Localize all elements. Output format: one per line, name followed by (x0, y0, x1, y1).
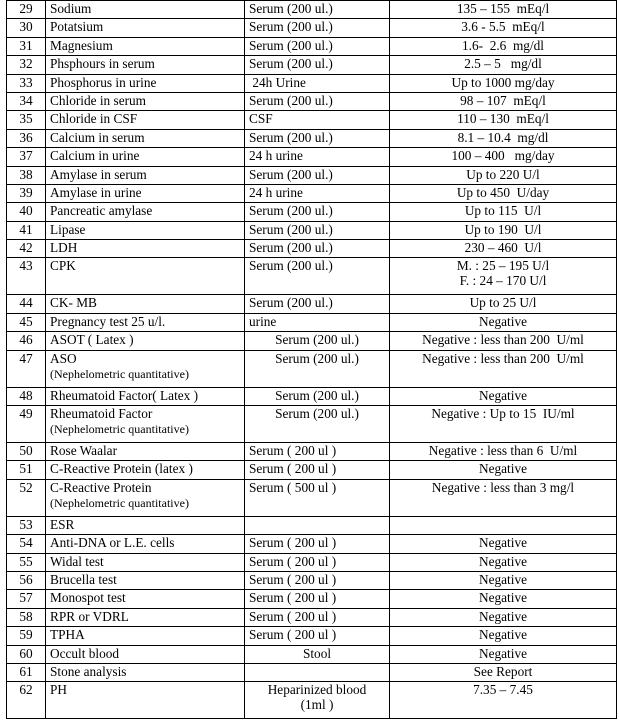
specimen-cell (245, 221, 390, 239)
table-row (7, 1, 617, 19)
specimen-cell (245, 203, 390, 221)
test-name-cell (46, 313, 245, 331)
test-name-cell (46, 479, 245, 516)
normal-range-cell (390, 461, 617, 479)
test-name: PH (50, 682, 67, 698)
specimen: Serum ( 200 ul ) (249, 535, 337, 551)
row-number: 54 (7, 535, 46, 553)
specimen-cell (245, 608, 390, 626)
table-row (7, 203, 617, 221)
test-name-cell (46, 387, 245, 405)
specimen-cell (245, 663, 390, 681)
specimen: Serum (200 ul.) (249, 221, 333, 237)
normal-range-female: F. : 24 – 170 U/l (459, 273, 547, 289)
specimen: Serum ( 200 ul ) (249, 461, 337, 477)
specimen-cell (245, 37, 390, 55)
test-name: Sodium (50, 1, 92, 16)
table-row (7, 387, 617, 405)
row-number: 60 (7, 645, 46, 663)
specimen-cell (245, 313, 390, 331)
row-number: 35 (7, 111, 46, 129)
normal-range: Up to 1000 mg/day (451, 74, 555, 90)
row-number: 51 (7, 461, 46, 479)
specimen: 24 h urine (249, 184, 303, 200)
test-name: Phosphorus in urine (50, 74, 157, 90)
specimen: Serum (200 ul.) (249, 129, 333, 145)
test-name-cell (46, 37, 245, 55)
row-number: 32 (7, 56, 46, 74)
table-row (7, 571, 617, 589)
normal-range-cell (390, 479, 617, 516)
normal-range: Negative (479, 313, 527, 329)
test-name: Rheumatoid Factor (50, 406, 153, 422)
test-name-cell (46, 295, 245, 313)
normal-range: Negative : less than 3 mg/l (431, 479, 575, 495)
test-name: ASO (50, 350, 77, 366)
specimen: Serum ( 200 ul ) (249, 608, 337, 624)
specimen-cell (245, 129, 390, 147)
lab-reference-table (6, 0, 617, 719)
normal-range-cell (390, 184, 617, 202)
test-name: Rose Waalar (50, 443, 117, 459)
specimen-volume: (1ml ) (300, 697, 334, 713)
row-number: 44 (7, 295, 46, 313)
normal-range: 8.1 – 10.4 mg/dl (457, 129, 549, 145)
specimen-cell (245, 111, 390, 129)
test-name-cell (46, 129, 245, 147)
normal-range: 3.6 - 5.5 mEq/l (461, 19, 545, 35)
specimen-cell (245, 166, 390, 184)
table-row (7, 590, 617, 608)
specimen: Serum ( 500 ul ) (249, 479, 337, 495)
specimen-cell (245, 535, 390, 553)
test-name-cell (46, 553, 245, 571)
normal-range: Negative (479, 645, 527, 661)
row-number: 53 (7, 516, 46, 534)
table-row (7, 645, 617, 663)
test-name-cell (46, 148, 245, 166)
normal-range: Up to 220 U/l (466, 166, 540, 182)
normal-range: Negative : less than 200 U/ml (422, 332, 584, 348)
normal-range: 110 – 130 mEq/l (457, 111, 549, 127)
specimen: Serum (200 ul.) (249, 203, 333, 219)
test-name: TPHA (50, 627, 85, 643)
test-name-cell (46, 258, 245, 295)
row-number: 33 (7, 74, 46, 92)
normal-range-cell (390, 443, 617, 461)
test-name: Amylase in serum (50, 166, 147, 182)
row-number: 46 (7, 332, 46, 350)
specimen: CSF (249, 111, 273, 127)
specimen: Serum (200 ul.) (249, 240, 333, 256)
row-number: 41 (7, 221, 46, 239)
specimen-cell (245, 1, 390, 19)
row-number: 30 (7, 19, 46, 37)
specimen-cell (245, 553, 390, 571)
normal-range-cell (390, 92, 617, 110)
test-name-cell (46, 203, 245, 221)
normal-range: 230 – 460 U/l (464, 240, 542, 256)
specimen: Serum (200 ul.) (275, 387, 359, 403)
table-row (7, 682, 617, 719)
test-name: Occult blood (50, 645, 120, 661)
normal-range-cell (390, 406, 617, 443)
test-name: ESR (50, 516, 75, 532)
normal-range: 98 – 107 mEq/l (460, 92, 546, 108)
table-row (7, 663, 617, 681)
specimen: Heparinized blood (267, 682, 367, 698)
normal-range-cell (390, 221, 617, 239)
test-name-cell (46, 443, 245, 461)
table-row (7, 56, 617, 74)
test-name: Widal test (50, 553, 104, 569)
table-row (7, 221, 617, 239)
normal-range: See Report (473, 663, 533, 679)
normal-range: 7.35 – 7.45 (473, 682, 533, 698)
test-name-cell (46, 1, 245, 19)
specimen: Serum (200 ul.) (275, 350, 359, 366)
specimen-cell (245, 443, 390, 461)
specimen: Serum (200 ul.) (249, 92, 333, 108)
normal-range: Negative (479, 387, 527, 403)
specimen: Serum ( 200 ul ) (249, 443, 337, 459)
specimen: Serum (200 ul.) (249, 56, 333, 72)
test-name: CK- MB (50, 295, 97, 311)
test-name-cell (46, 240, 245, 258)
row-number: 42 (7, 240, 46, 258)
test-name: C-Reactive Protein (50, 479, 152, 495)
specimen-cell (245, 627, 390, 645)
test-name-cell (46, 166, 245, 184)
normal-range-cell (390, 516, 617, 534)
normal-range-cell (390, 129, 617, 147)
row-number: 43 (7, 258, 46, 295)
test-name: Calcium in urine (50, 148, 140, 164)
row-number: 57 (7, 590, 46, 608)
table-row (7, 74, 617, 92)
test-name-cell (46, 221, 245, 239)
specimen-cell (245, 74, 390, 92)
row-number: 45 (7, 313, 46, 331)
normal-range: Negative (479, 461, 527, 477)
table-row (7, 258, 617, 295)
row-number: 62 (7, 682, 46, 719)
specimen: Serum ( 200 ul ) (249, 590, 337, 606)
row-number: 61 (7, 663, 46, 681)
specimen-cell (245, 332, 390, 350)
table-row (7, 295, 617, 313)
normal-range-cell (390, 350, 617, 387)
specimen: Serum (200 ul.) (249, 166, 333, 182)
test-name: Pregnancy test 25 u/l. (50, 313, 166, 329)
specimen: Serum (200 ul.) (249, 37, 333, 53)
table-row (7, 350, 617, 387)
specimen: Serum (200 ul.) (249, 1, 333, 16)
table-row (7, 313, 617, 331)
table-row (7, 516, 617, 534)
specimen-cell (245, 240, 390, 258)
normal-range-cell (390, 1, 617, 19)
normal-range: Up to 25 U/l (469, 295, 537, 311)
normal-range-cell (390, 240, 617, 258)
table-row (7, 240, 617, 258)
table-row (7, 535, 617, 553)
test-name: Lipase (50, 221, 86, 237)
normal-range: Up to 450 U/day (456, 184, 550, 200)
table-row (7, 129, 617, 147)
normal-range: Negative : less than 200 U/ml (422, 350, 584, 366)
test-name: Anti-DNA or L.E. cells (50, 535, 175, 551)
specimen-cell (245, 258, 390, 295)
test-name: ASOT ( Latex ) (50, 332, 134, 348)
test-name: CPK (50, 258, 76, 274)
row-number: 39 (7, 184, 46, 202)
row-number: 36 (7, 129, 46, 147)
normal-range-cell (390, 295, 617, 313)
normal-range-cell (390, 258, 617, 295)
table-row (7, 332, 617, 350)
specimen-cell (245, 406, 390, 443)
test-name-cell (46, 461, 245, 479)
specimen: Serum (200 ul.) (275, 332, 359, 348)
test-name: Amylase in urine (50, 184, 142, 200)
row-number: 59 (7, 627, 46, 645)
test-name-cell (46, 350, 245, 387)
specimen: urine (249, 313, 277, 329)
table-body (7, 1, 617, 719)
normal-range: Up to 190 U/l (464, 221, 542, 237)
test-name-cell (46, 74, 245, 92)
specimen-cell (245, 479, 390, 516)
specimen-cell (245, 19, 390, 37)
row-number: 48 (7, 387, 46, 405)
test-name: LDH (50, 240, 78, 256)
normal-range: 2.5 – 5 mg/dl (464, 56, 542, 72)
test-name: RPR or VDRL (50, 608, 129, 624)
normal-range: Up to 115 U/l (464, 203, 542, 219)
table-row (7, 608, 617, 626)
test-name: Calcium in serum (50, 129, 145, 145)
test-method: (Nephelometric quantitative) (50, 495, 189, 510)
row-number: 31 (7, 37, 46, 55)
row-number: 37 (7, 148, 46, 166)
normal-range-cell (390, 56, 617, 74)
row-number: 29 (7, 1, 46, 19)
specimen-cell (245, 56, 390, 74)
row-number: 40 (7, 203, 46, 221)
normal-range: Negative (479, 608, 527, 624)
specimen-cell (245, 92, 390, 110)
test-name: Rheumatoid Factor( Latex ) (50, 387, 199, 403)
specimen: 24h Urine (249, 74, 306, 90)
normal-range: Negative (479, 627, 527, 643)
normal-range-cell (390, 682, 617, 719)
table-row (7, 443, 617, 461)
normal-range: 100 – 400 mg/day (451, 148, 555, 164)
specimen: Serum (200 ul.) (249, 295, 333, 311)
row-number: 49 (7, 406, 46, 443)
specimen-cell (245, 645, 390, 663)
specimen-cell (245, 295, 390, 313)
normal-range-cell (390, 111, 617, 129)
normal-range: Negative (479, 590, 527, 606)
specimen-cell (245, 682, 390, 719)
test-name: Stone analysis (50, 663, 127, 679)
test-name-cell (46, 571, 245, 589)
test-name-cell (46, 92, 245, 110)
specimen: 24 h urine (249, 148, 303, 164)
table-row (7, 553, 617, 571)
test-name-cell (46, 184, 245, 202)
test-name-cell (46, 645, 245, 663)
normal-range: Negative (479, 535, 527, 551)
normal-range-cell (390, 627, 617, 645)
test-method: (Nephelometric quantitative) (50, 422, 189, 437)
table-row (7, 111, 617, 129)
test-name: Phsphours in serum (50, 56, 155, 72)
normal-range-cell (390, 332, 617, 350)
normal-range-cell (390, 387, 617, 405)
table-row (7, 19, 617, 37)
normal-range-cell (390, 166, 617, 184)
normal-range-cell (390, 37, 617, 55)
specimen-cell (245, 461, 390, 479)
normal-range: 1.6- 2.6 mg/dl (462, 37, 544, 53)
test-name: Chloride in serum (50, 92, 147, 108)
row-number: 58 (7, 608, 46, 626)
table-row (7, 479, 617, 516)
test-name: C-Reactive Protein (latex ) (50, 461, 193, 477)
table-row (7, 37, 617, 55)
specimen-cell (245, 516, 390, 534)
test-name-cell (46, 682, 245, 719)
specimen-cell (245, 148, 390, 166)
test-name: Chloride in CSF (50, 111, 138, 127)
test-name: Potatsium (50, 19, 104, 35)
specimen: Serum (200 ul.) (275, 406, 359, 422)
test-name: Monospot test (50, 590, 126, 606)
row-number: 56 (7, 571, 46, 589)
table-row (7, 406, 617, 443)
test-name: Pancreatic amylase (50, 203, 153, 219)
test-name-cell (46, 535, 245, 553)
test-name-cell (46, 516, 245, 534)
test-name-cell (46, 590, 245, 608)
row-number: 50 (7, 443, 46, 461)
normal-range-cell (390, 313, 617, 331)
specimen-cell (245, 350, 390, 387)
test-name-cell (46, 332, 245, 350)
normal-range-cell (390, 535, 617, 553)
test-name: Magnesium (50, 37, 113, 53)
test-name-cell (46, 406, 245, 443)
normal-range-cell (390, 19, 617, 37)
specimen-cell (245, 387, 390, 405)
normal-range-cell (390, 553, 617, 571)
normal-range-cell (390, 74, 617, 92)
normal-range: M. : 25 – 195 U/l (456, 258, 550, 274)
table-row (7, 148, 617, 166)
normal-range: Negative : Up to 15 IU/ml (431, 406, 575, 422)
specimen-cell (245, 590, 390, 608)
row-number: 52 (7, 479, 46, 516)
table-row (7, 461, 617, 479)
normal-range: Negative : less than 6 U/ml (428, 443, 578, 459)
test-name-cell (46, 608, 245, 626)
specimen: Serum ( 200 ul ) (249, 553, 337, 569)
test-name-cell (46, 56, 245, 74)
row-number: 38 (7, 166, 46, 184)
test-name: Brucella test (50, 571, 117, 587)
normal-range-cell (390, 148, 617, 166)
test-name-cell (46, 19, 245, 37)
normal-range: Negative (479, 553, 527, 569)
test-name-cell (46, 627, 245, 645)
specimen-cell (245, 184, 390, 202)
row-number: 34 (7, 92, 46, 110)
specimen: Stool (302, 645, 332, 661)
specimen-cell (245, 571, 390, 589)
table-row (7, 92, 617, 110)
normal-range-cell (390, 608, 617, 626)
normal-range-cell (390, 571, 617, 589)
specimen: Serum (200 ul.) (249, 258, 333, 274)
test-method: (Nephelometric quantitative) (50, 366, 189, 381)
normal-range: 135 – 155 mEq/l (456, 1, 550, 16)
specimen: Serum (200 ul.) (249, 19, 333, 35)
test-name-cell (46, 111, 245, 129)
normal-range-cell (390, 663, 617, 681)
normal-range-cell (390, 203, 617, 221)
table-row (7, 166, 617, 184)
specimen: Serum ( 200 ul ) (249, 571, 337, 587)
normal-range-cell (390, 590, 617, 608)
specimen: Serum ( 200 ul ) (249, 627, 337, 643)
normal-range: Negative (479, 571, 527, 587)
row-number: 47 (7, 350, 46, 387)
row-number: 55 (7, 553, 46, 571)
table-row (7, 627, 617, 645)
table-row (7, 184, 617, 202)
test-name-cell (46, 663, 245, 681)
normal-range-cell (390, 645, 617, 663)
